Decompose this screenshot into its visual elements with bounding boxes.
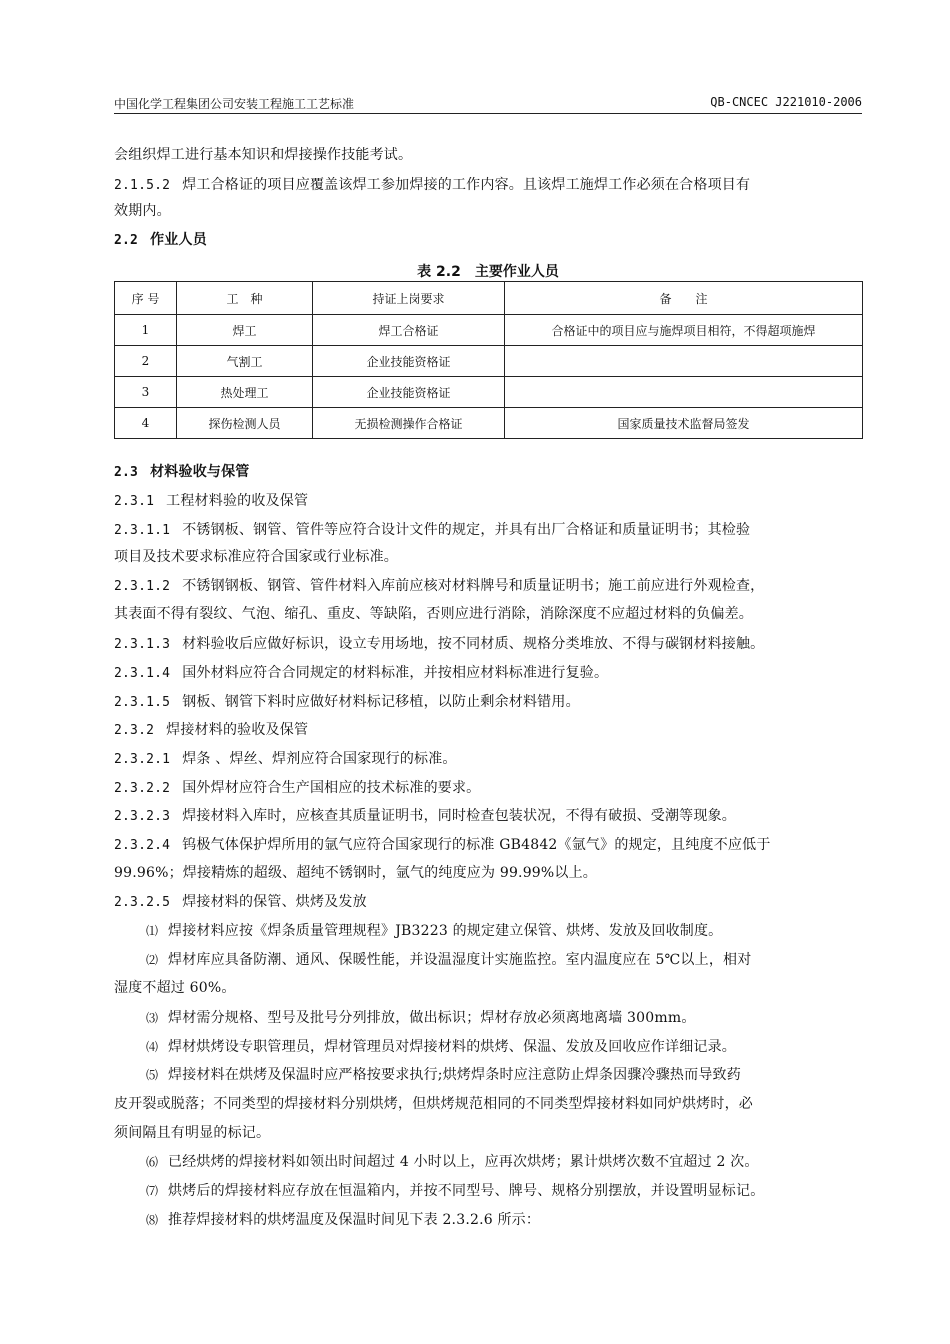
clause-2-3-2-4 [114,837,862,854]
clause-number: 2.1.5.2 [114,178,171,193]
table-cell [505,346,863,377]
column-header: 持证上岗要求 [313,282,505,315]
clause-number: 2.3.2.4 [114,838,171,853]
clause-2-3-1-3 [114,636,862,653]
table-row [115,346,863,377]
clause-text: 工程材料验的收及保管 [166,493,309,509]
table-cell: 合格证中的项目应与施焊项目相符，不得超项施焊 [505,315,863,346]
clause-text: 钨极气体保护焊所用的氩气应符合国家现行的标准 GB4842《氩气》的规定，且纯度不应低于 [182,837,771,853]
list-item-5 [146,1067,862,1083]
clause-number: 2.3.2.5 [114,895,171,910]
section-title: 作业人员 [150,232,207,248]
list-item-3 [146,1010,862,1026]
column-header: 序 号 [115,282,177,315]
subsection-2-3-2 [114,722,862,739]
clause-number: 2.3.2.3 [114,809,171,824]
paragraph-line: 皮开裂或脱落；不同类型的焊接材料分别烘烤，但烘烤规范相同的不同类型焊接材料如同炉烘烤时，必 [114,1096,753,1112]
clause-text: 焊接材料入库时，应核查其质量证明书，同时检查包装状况，不得有破损、受潮等现象。 [182,808,736,824]
table-row [115,315,863,346]
clause-text: 不锈钢钢板、钢管、管件材料入库前应核对材料牌号和质量证明书；施工前应进行外观检查， [182,578,765,594]
list-item-2 [146,952,862,968]
clause-2-3-1-4 [114,665,862,682]
clause-text: 国外焊材应符合生产国相应的技术标准的要求。 [182,780,481,796]
list-item-6 [146,1154,862,1170]
list-text: 焊材库应具备防潮、通风、保暖性能，并设温湿度计实施监控。室内温度应在 5℃以上，相对 [168,952,752,968]
list-marker: ⑺ [146,1184,159,1198]
clause-number: 2.3.2 [114,723,155,738]
table-cell: 无损检测操作合格证 [313,408,505,439]
list-text: 烘烤后的焊接材料应存放在恒温箱内，并按不同型号、牌号、规格分别摆放，并设置明显标记。 [168,1183,765,1199]
section-title: 材料验收与保管 [150,464,250,480]
list-item-8 [146,1212,862,1228]
paragraph-line: 湿度不超过 60%。 [114,980,236,996]
table-cell: 企业技能资格证 [313,377,505,408]
clause-2-3-1-1 [114,522,862,539]
list-marker: ⑶ [146,1011,159,1025]
section-number: 2.2 [114,233,139,248]
paragraph-line: 99.96%；焊接精炼的超级、超纯不锈钢时，氩气的纯度应为 99.99%以上。 [114,865,598,881]
paragraph-line: 其表面不得有裂纹、气泡、缩孔、重皮、等缺陷，否则应进行消除，消除深度不应超过材料的负偏差。 [114,606,753,622]
clause-2-3-2-5 [114,894,862,911]
clause-text: 不锈钢板、钢管、管件等应符合设计文件的规定，并具有出厂合格证和质量证明书；其检验 [182,522,751,538]
paragraph-line: 效期内。 [114,203,171,219]
list-text: 已经烘烤的焊接材料如领出时间超过 4 小时以上，应再次烘烤；累计烘烤次数不宜超过 2 次。 [168,1154,759,1170]
header-title: 中国化学工程集团公司安装工程施工工艺标准 [114,97,355,111]
paragraph-line: 会组织焊工进行基本知识和焊接操作技能考试。 [114,147,413,163]
paragraph-line: 项目及技术要求标准应符合国家或行业标准。 [114,549,398,565]
clause-text: 材料验收后应做好标识，设立专用场地，按不同材质、规格分类堆放、不得与碳钢材料接触。 [182,636,765,652]
list-text: 推荐焊接材料的烘烤温度及保温时间见下表 2.3.2.6 所示： [168,1212,541,1228]
clause-text: 国外材料应符合合同规定的材料标准，并按相应材料标准进行复验。 [182,665,609,681]
header-code: QB-CNCEC J221010-2006 [710,95,862,109]
table-cell: 1 [115,315,177,346]
column-header: 工 种 [177,282,313,315]
list-text: 焊接材料应按《焊条质量管理规程》JB3223 的规定建立保管、烘烤、发放及回收制度。 [168,923,723,939]
personnel-table [114,281,863,439]
clause-text: 焊工合格证的项目应覆盖该焊工参加焊接的工作内容。且该焊工施焊工作必须在合格项目有 [182,177,751,193]
clause-number: 2.3.1.3 [114,637,171,652]
clause-2-3-2-2 [114,780,862,797]
list-text: 焊材需分规格、型号及批号分列排放，做出标识；焊材存放必须离地离墙 300mm。 [168,1010,696,1026]
section-heading-2-3 [114,464,862,481]
list-item-4 [146,1039,862,1055]
list-item-7 [146,1183,862,1199]
section-number: 2.3 [114,465,139,480]
list-marker: ⑻ [146,1213,159,1227]
clause-number: 2.3.1.4 [114,666,171,681]
list-item-1 [146,923,862,939]
clause-2-1-5-2 [114,177,862,194]
table-cell [505,377,863,408]
clause-2-3-1-5 [114,694,862,711]
section-heading-2-2 [114,232,862,249]
table-cell: 2 [115,346,177,377]
list-marker: ⑹ [146,1155,159,1169]
table-cell: 4 [115,408,177,439]
subsection-2-3-1 [114,493,862,510]
clause-text: 钢板、钢管下料时应做好材料标记移植，以防止剩余材料错用。 [182,694,580,710]
table-row [115,377,863,408]
clause-number: 2.3.1.5 [114,695,171,710]
list-text: 焊接材料在烘烤及保温时应严格按要求执行;烘烤焊条时应注意防止焊条因骤冷骤热而导致药 [168,1067,741,1083]
clause-text: 焊接材料的保管、烘烤及发放 [182,894,367,910]
table-cell: 探伤检测人员 [177,408,313,439]
clause-number: 2.3.2.1 [114,752,171,767]
table-header-row [115,282,863,315]
clause-text: 焊接材料的验收及保管 [166,722,309,738]
column-header: 备 注 [505,282,863,315]
clause-number: 2.3.2.2 [114,781,171,796]
clause-2-3-2-3 [114,808,862,825]
clause-number: 2.3.1 [114,494,155,509]
clause-2-3-1-2 [114,578,862,595]
table-cell: 企业技能资格证 [313,346,505,377]
clause-number: 2.3.1.1 [114,523,171,538]
clause-2-3-2-1 [114,751,862,768]
paragraph-line: 须间隔且有明显的标记。 [114,1125,271,1141]
list-marker: ⑴ [146,924,159,938]
list-marker: ⑷ [146,1040,159,1054]
table-cell: 焊工 [177,315,313,346]
table-cell: 热处理工 [177,377,313,408]
table-cell: 焊工合格证 [313,315,505,346]
table-row [115,408,863,439]
list-marker: ⑵ [146,953,159,967]
table-cell: 国家质量技术监督局签发 [505,408,863,439]
clause-text: 焊条 、焊丝、焊剂应符合国家现行的标准。 [182,751,457,767]
table-cell: 气割工 [177,346,313,377]
list-text: 焊材烘烤设专职管理员，焊材管理员对焊接材料的烘烤、保温、发放及回收应作详细记录。 [168,1039,736,1055]
table-cell: 3 [115,377,177,408]
list-marker: ⑸ [146,1068,159,1082]
clause-number: 2.3.1.2 [114,579,171,594]
table-caption: 表 2.2 主要作业人员 [417,264,559,280]
page-header [114,93,862,114]
